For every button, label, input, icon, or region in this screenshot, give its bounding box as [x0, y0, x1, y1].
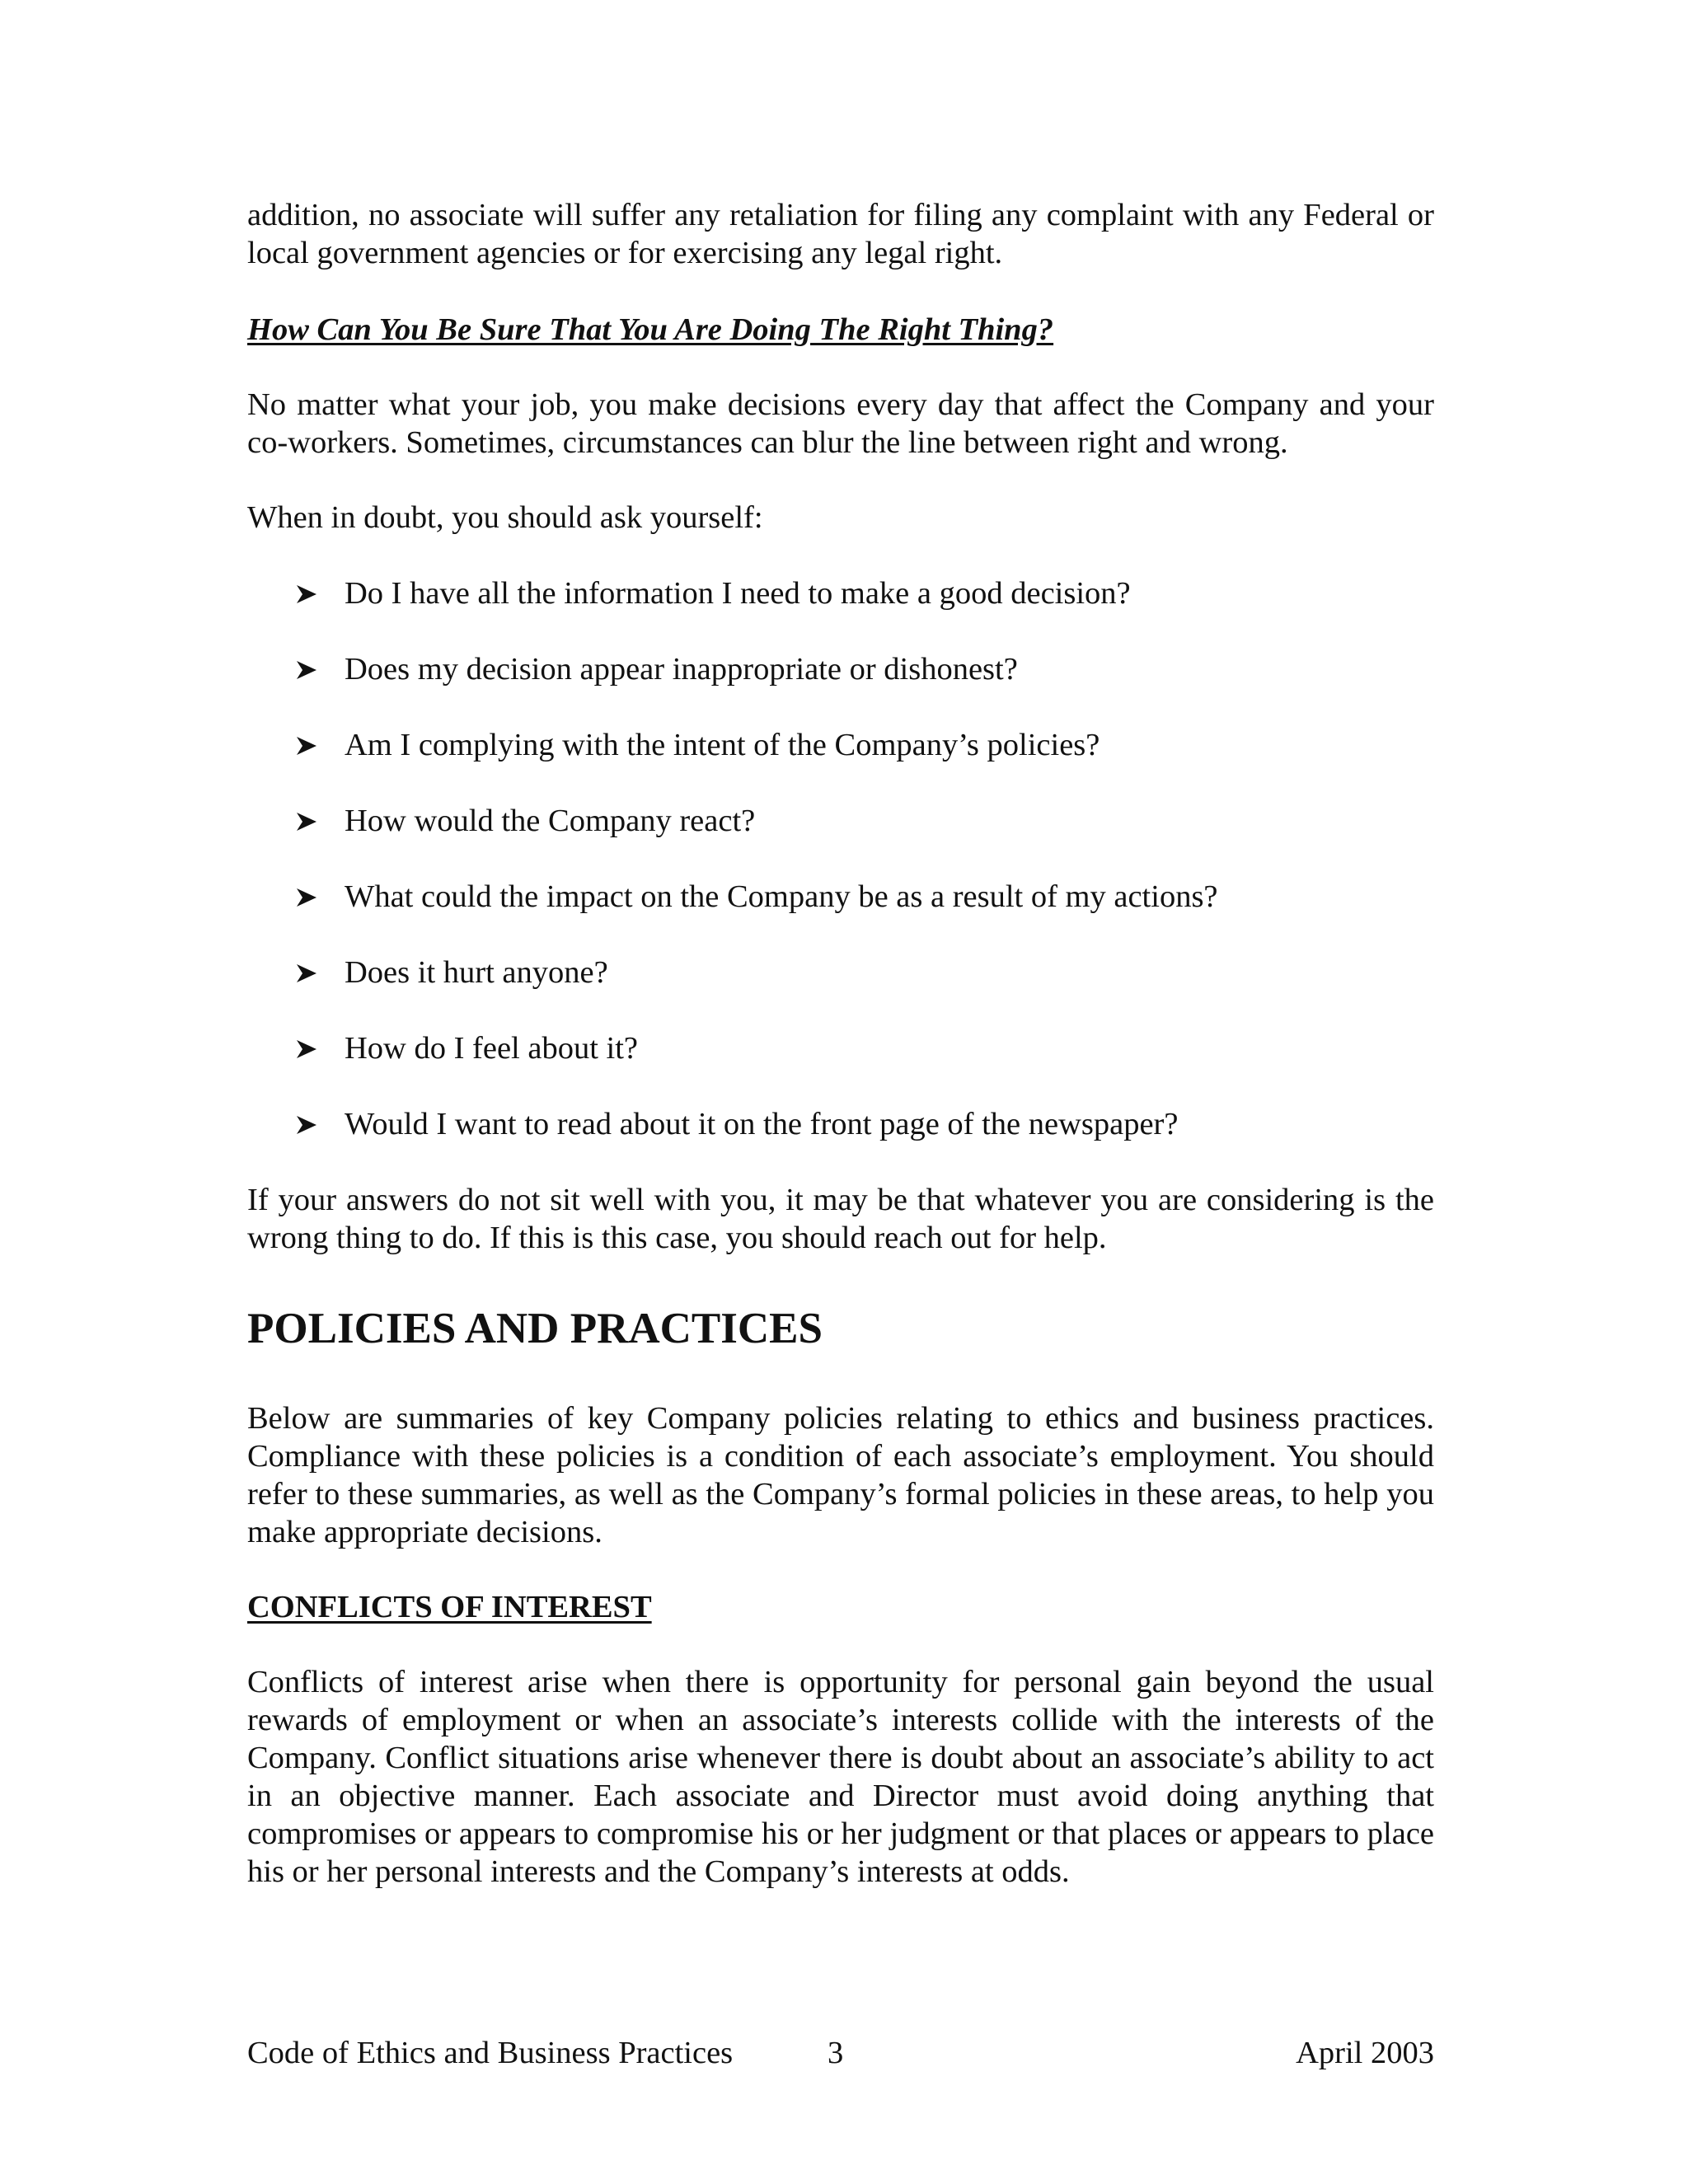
- arrow-bullet-icon: [297, 585, 316, 603]
- list-item-text: How do I feel about it?: [345, 1031, 639, 1066]
- list-item-text: How would the Company react?: [345, 804, 756, 838]
- footer-date: April 2003: [1296, 2036, 1434, 2070]
- list-item-text: Am I complying with the intent of the Company’s policies?: [345, 728, 1100, 762]
- footer-page-number: 3: [828, 2036, 844, 2070]
- list-item-text: Would I want to read about it on the front page of the newspaper?: [345, 1107, 1179, 1141]
- arrow-bullet-icon: [297, 888, 316, 907]
- list-item: [297, 574, 1434, 612]
- list-item: [297, 878, 1434, 916]
- list-item-text: Does it hurt anyone?: [345, 955, 608, 990]
- intro-paragraph: addition, no associate will suffer any retaliation for filing any complaint with any Federal or local government agencies or for exercising any legal right.: [247, 198, 1434, 270]
- list-item-text: Does my decision appear inappropriate or dishonest?: [345, 652, 1018, 687]
- paragraph-decisions: No matter what your job, you make decisions every day that affect the Company and your co-workers. Sometimes, circumstances can blur the line between right and wrong.: [247, 387, 1434, 460]
- list-item: [297, 954, 1434, 991]
- arrow-bullet-icon: [297, 1040, 316, 1058]
- list-item-text: What could the impact on the Company be as a result of my actions?: [345, 879, 1218, 914]
- list-item: [297, 802, 1434, 840]
- footer-document-title: Code of Ethics and Business Practices: [247, 2036, 734, 2070]
- conflicts-heading: CONFLICTS OF INTEREST: [247, 1590, 652, 1624]
- list-item: [297, 650, 1434, 688]
- arrow-bullet-icon: [297, 813, 316, 831]
- list-item: [297, 1105, 1434, 1143]
- list-item: [297, 1029, 1434, 1067]
- arrow-bullet-icon: [297, 661, 316, 679]
- list-item-text: Do I have all the information I need to make a good decision?: [345, 576, 1131, 611]
- list-item: [297, 726, 1434, 764]
- paragraph-policies: Below are summaries of key Company policies relating to ethics and business practices. Compliance with these policies is a condition of each associate’s employment. You should refer to these summaries, as well as the Company’s formal policies in these areas, to help you make appropriate decisions.: [247, 1401, 1434, 1549]
- paragraph-answers: If your answers do not sit well with you, it may be that whatever you are considering is the wrong thing to do. If this is this case, you should reach out for help.: [247, 1183, 1434, 1255]
- arrow-bullet-icon: [297, 1116, 316, 1134]
- paragraph-conflicts: Conflicts of interest arise when there is opportunity for personal gain beyond the usual rewards of employment or when an associate’s interests collide with the interests of the Company. Conflict situations arise whenever there is doubt about an associate’s ability to act in an objective manner. Each associate and Director must avoid doing anything that compromises or appears to compromise his or her judgment or that places or appears to place his or her personal interests and the Company’s interests at odds.: [247, 1665, 1434, 1889]
- section-title: POLICIES AND PRACTICES: [247, 1305, 823, 1352]
- subheading-right-thing: How Can You Be Sure That You Are Doing The Right Thing?: [247, 312, 1054, 347]
- arrow-bullet-icon: [297, 964, 316, 982]
- arrow-bullet-icon: [297, 737, 316, 755]
- paragraph-when-in-doubt: When in doubt, you should ask yourself:: [247, 500, 763, 535]
